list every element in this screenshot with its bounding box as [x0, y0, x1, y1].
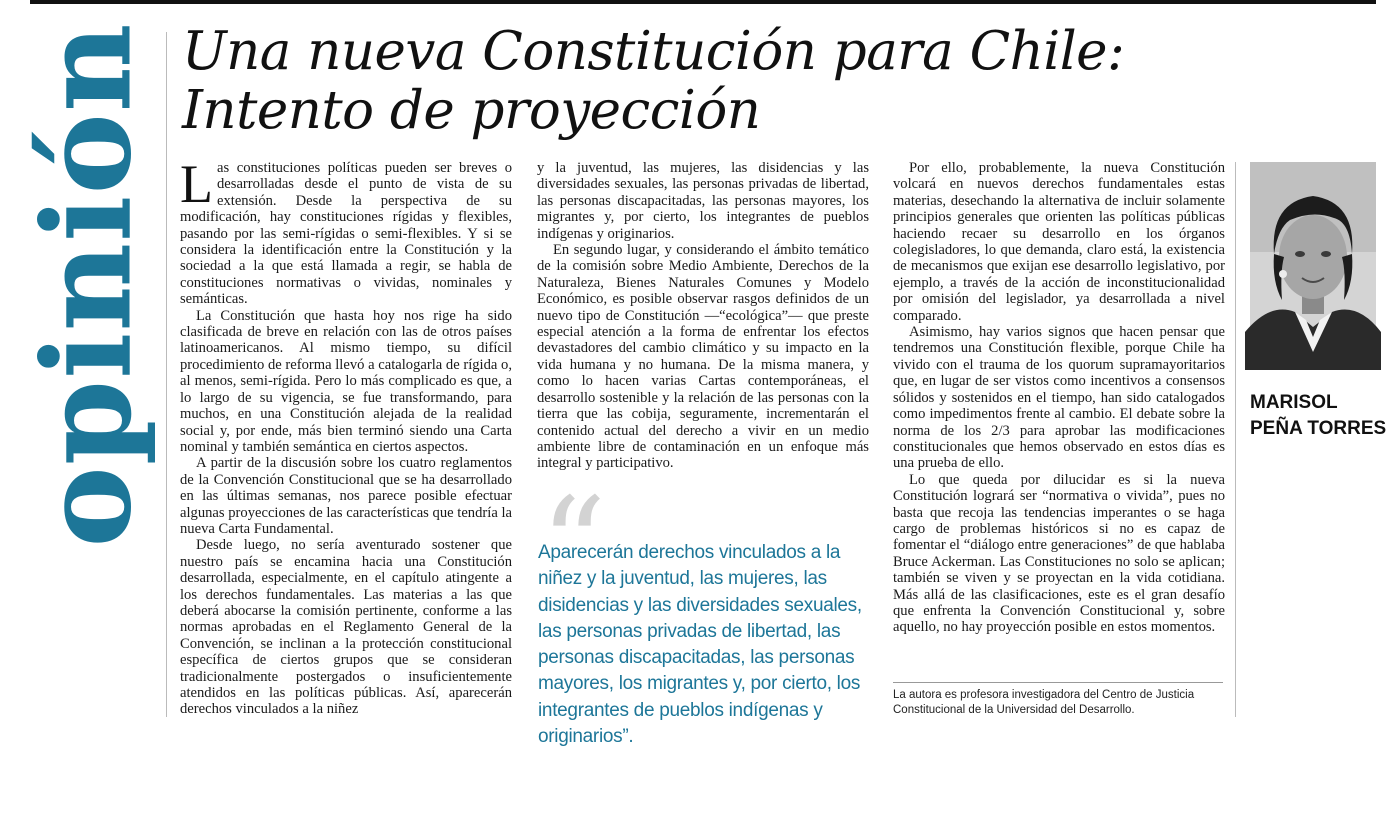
- section-label-text: opinión: [15, 22, 159, 548]
- article-paragraph: Asimismo, hay varios signos que hacen pensar que tendremos una Constitución flexible, porque Chile ha vivido con el trauma de los quorum supramayoritarios que, en lugar de ser vistos como incentivos a consensos sólidos y sostenidos en el tiempo, han sido catalogados como impedimentos frente al cambio. El debate sobre la norma de los 2/3 para aprobar las modificaciones constitucionales que hemos observado en estos días es una prueba de ello.: [893, 324, 1225, 472]
- article-column-2: [537, 160, 869, 472]
- headline-line-1: Una nueva Constitución para Chile:: [182, 21, 1125, 82]
- drop-cap: L: [180, 154, 213, 214]
- article-column-1: [180, 154, 512, 718]
- article-paragraph: Desde luego, no sería aventurado sostener que nuestro país se encamina hacia una Constitución desarrollada, especialmente, en el capítulo atingente a los derechos fundamentales. Las materias a las que deberá abocarse la comisión pertinente, conforme a las normas aprobadas en el Reglamento General de la Convención, se inclinan a la protección constitucional específica de ciertos grupos que se consideran tradicionalmente postergados o insuficientemente atendidos en las políticas públicas. Así, aparecerán derechos vinculados a la niñez: [180, 537, 512, 718]
- quote-mark-icon: “: [540, 469, 607, 621]
- column-divider-left: [166, 32, 167, 717]
- top-rule: [30, 0, 1376, 4]
- article-paragraph: En segundo lugar, y considerando el ámbito temático de la comisión sobre Medio Ambiente, Derechos de la Naturaleza, Bienes Naturales Comunes y Modelo Económico, es posible observar rasgos definidos de un nuevo tipo de Constitución —“ecológica”— que preste especial atención a la forma de enfrentar los efectos devastadores del cambio climático y su impacto en la vida humana y no humana. De la misma manera, y como lo hacen varias Cartas contemporáneas, el desarrollo sostenible y la relación de las personas con la tierra que las cobija, seguramente, incrementarán el contenido actual del derecho a vivir en un medio ambiente libre de contaminación en un enfoque más integral y participativo.: [537, 242, 869, 472]
- headline-line-2: Intento de proyección: [182, 80, 761, 141]
- article-headline: [182, 22, 1222, 140]
- pull-quote: Aparecerán derechos vinculados a la niñez y la juventud, las mujeres, las disidencias y las diversidades sexuales, las personas privadas de libertad, las personas discapacitadas, las personas mayores, los migrantes y, por cierto, los integrantes de pueblos indígenas y originarios”.: [538, 542, 862, 748]
- article-paragraph: Lo que queda por dilucidar es si la nueva Constitución logrará ser “normativa o vivida”, pues no basta que recoja las tendencias imperantes o se haga cargo de problemas históricos si no es capaz de fomentar el “diálogo entre generaciones” de que hablaba Bruce Ackerman. Las Constituciones no solo se aplican; también se viven y se proyectan en la vida cotidiana. Más allá de las clasificaciones, este es el gran desafío que enfrenta la Convención Constitucional y, sobre aquello, no hay proyección posible en estos momentos.: [893, 471, 1225, 636]
- author-name-line-2: PEÑA TORRES: [1250, 418, 1387, 439]
- column-divider-right: [1235, 162, 1236, 717]
- article-column-3: [893, 160, 1225, 636]
- article-paragraph: A partir de la discusión sobre los cuatro reglamentos de la Convención Constitucional que se ha desarrollado en las últimas semanas, nos parece posible efectuar algunas proyecciones de las características que tendría la nueva Carta Fundamental.: [180, 455, 512, 537]
- article-paragraph: La Constitución que hasta hoy nos rige ha sido clasificada de breve en relación con las de otros países latinoamericanos. Al mismo tiempo, su difícil procedimiento de reforma llevó a catalogarla de rígida o, al menos, semi-rígida. Pero lo más complicado es que, a lo largo de su vigencia, se fue transformando, para muchos, en una Constitución alejada de la realidad social y, por ende, más bien terminó siendo una Carta nominal y también semántica en ciertos aspectos.: [180, 307, 512, 455]
- author-portrait-photo: [1250, 162, 1376, 370]
- author-bio-note: La autora es profesora investigadora del Centro de Justicia Constitucional de la Universidad del Desarrollo.: [893, 682, 1223, 718]
- article-paragraph: y la juventud, las mujeres, las disidencias y las diversidades sexuales, las personas privadas de libertad, las personas discapacitadas, las personas mayores, los migrantes y, por cierto, los integrantes de pueblos indígenas y originarios.: [537, 160, 869, 242]
- article-paragraph: Las constituciones políticas pueden ser breves o desarrolladas desde el punto de vista de su extensión. Desde la perspectiva de su modificación, hay constituciones rígidas y flexibles, pasando por las semi-rígidas o semi-flexibles. Y si se considera la identificación entre la Constitución y la sociedad a la que está llamada a regir, se habla de constituciones normativas o vividas, nominales y semánticas.: [180, 154, 512, 308]
- author-name: [1250, 390, 1390, 442]
- author-portrait-icon: [1250, 162, 1376, 370]
- author-name-line-1: MARISOL: [1250, 392, 1338, 413]
- article-paragraph: Por ello, probablemente, la nueva Constitución volcará en nuevos derechos fundamentales estas materias, desechando la alternativa de incluir solamente principios generales que orienten las políticas públicas haciendo recaer su desarrollo en los órganos colegisladores, lo que demanda, claro está, la existencia de mecanismos que exijan ese desarrollo legislativo, por ejemplo, a través de la acción de inconstitucionalidad por omisión del legislador, ya desarrollada a nivel comparado.: [893, 160, 1225, 324]
- section-label-vertical: [15, 22, 159, 548]
